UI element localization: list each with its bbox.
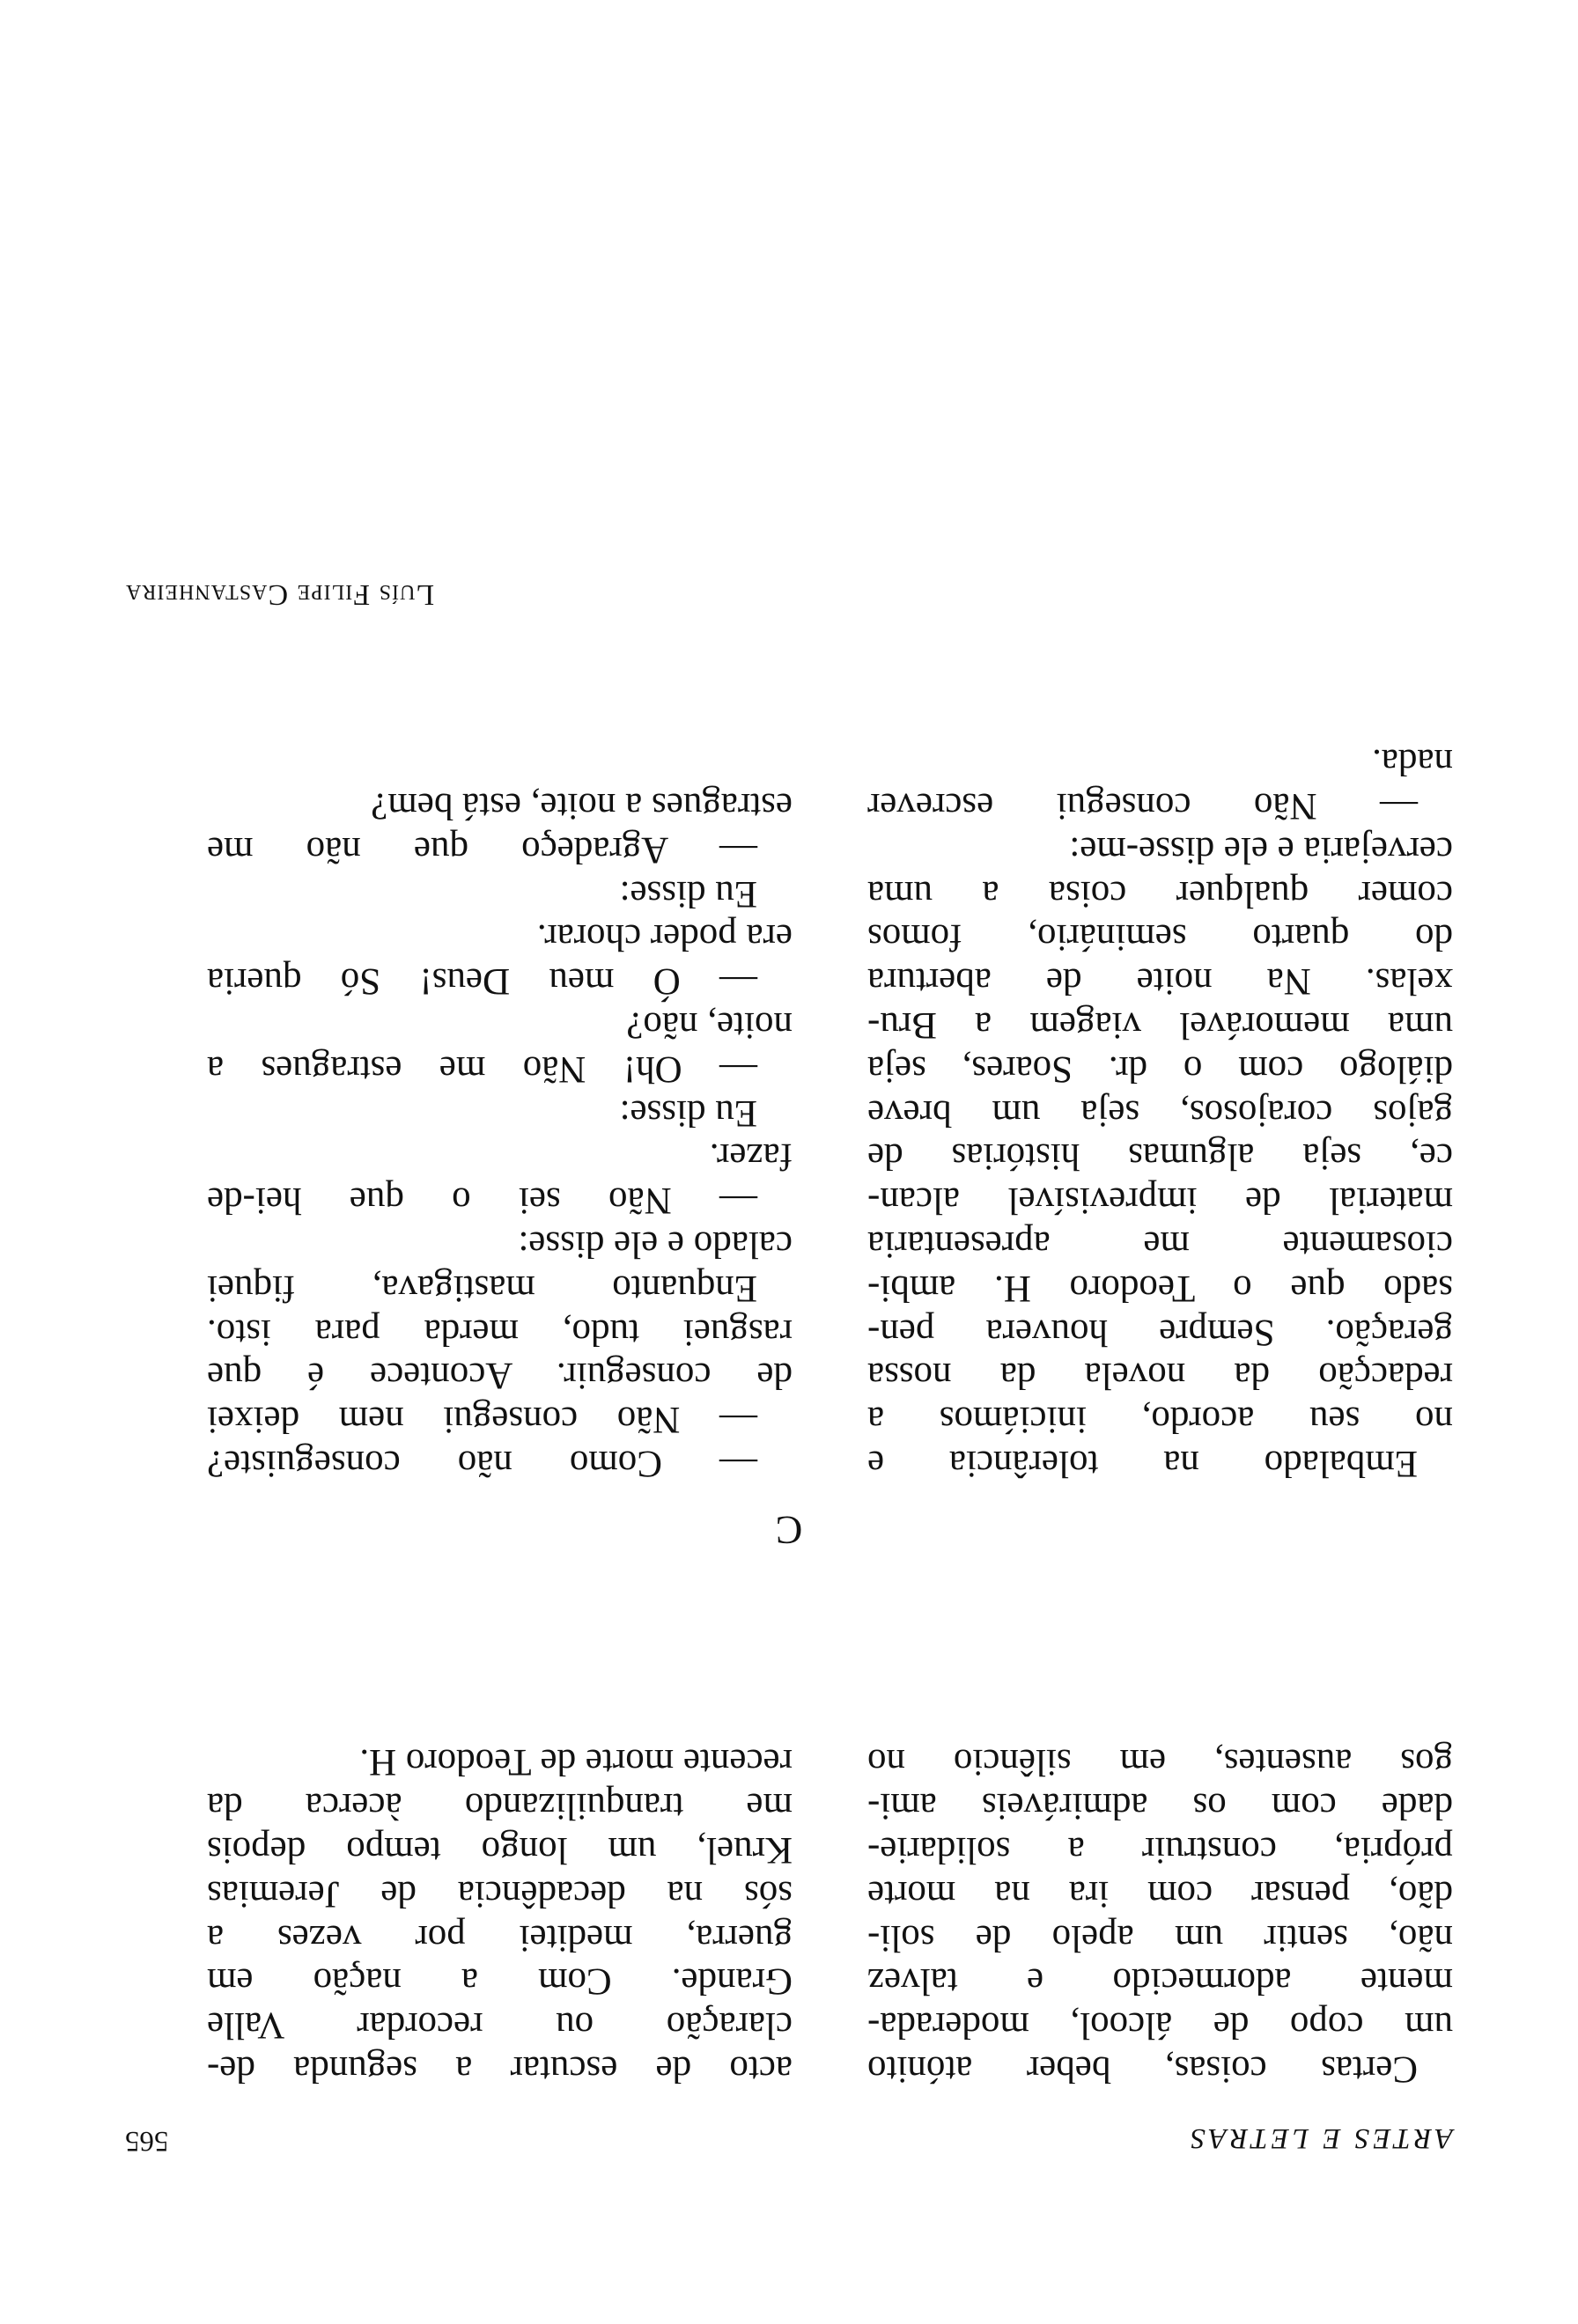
text-line: Embalado na tolerância e — [867, 1443, 1418, 1484]
text-line: noite, não? — [626, 1004, 793, 1047]
text-line: rasguei tudo, merda para isto. — [207, 1311, 793, 1353]
text-line: recente morte de Teodoro H. — [359, 1741, 793, 1783]
text-line: fazer. — [709, 1136, 793, 1178]
text-line: comer qualquer coisa a uma — [867, 872, 1453, 915]
text-line: não, sentir um apelo de soli- — [867, 1916, 1453, 1959]
text-line: gos ausentes, em silêncio no — [867, 1741, 1453, 1783]
text-line: sado que o Teodoro H. ambi- — [867, 1267, 1453, 1309]
text-line: Enquanto mastigava, fiquei — [207, 1267, 757, 1309]
text-line: estragues a noite, está bem? — [371, 785, 793, 827]
text-column-right-top — [207, 1740, 793, 2091]
text-line: sós na decadência de Jeremias — [207, 1872, 793, 1915]
text-line: ce, seja algumas histórias de — [867, 1136, 1453, 1178]
text-line: um copo de álcool, moderada- — [867, 2004, 1453, 2047]
text-line: xelas. Na noite de abertura — [867, 960, 1453, 1003]
text-column-right-bottom — [207, 783, 793, 1485]
text-line: era poder chorar. — [536, 916, 793, 959]
text-line: acto de escutar a segunda de- — [207, 2048, 793, 2090]
text-line: nada. — [1372, 741, 1453, 783]
author-signature: Luís Filipe Castanheira — [125, 578, 435, 611]
text-line: cervejaria e ele disse-me: — [1069, 828, 1453, 871]
text-line: — Oh! Não me estragues a — [207, 1048, 757, 1090]
text-line: ciosamente me apresentaria — [867, 1224, 1453, 1266]
section-letter: C — [775, 1508, 803, 1553]
text-line: — Como não conseguiste? — [207, 1443, 757, 1484]
text-line: — Não consegui escrever — [867, 785, 1418, 827]
text-line: gajos corajosos, seja um breve — [867, 1092, 1453, 1134]
running-head-journal: ARTES E LETRAS — [1187, 2122, 1453, 2154]
text-line: guerra, meditei por vezes a — [207, 1916, 793, 1959]
text-line: material de imprevisível alcan- — [867, 1180, 1453, 1222]
text-column-left-bottom — [867, 739, 1453, 1485]
text-line: própria, construir a solidarie- — [867, 1829, 1453, 1872]
text-line: Eu disse: — [619, 1092, 757, 1134]
text-line: geração. Sempre houvera pen- — [867, 1311, 1453, 1353]
text-line: de conseguir. Acontece é que — [207, 1355, 793, 1397]
text-line: no seu acordo, iniciámos a — [867, 1399, 1453, 1441]
text-line: claração ou recordar Valle — [207, 2004, 793, 2047]
text-line: Eu disse: — [619, 872, 757, 915]
text-line: Grande. Com a nação em — [207, 1960, 793, 2003]
text-line: — Ó meu Deus! Só queria — [207, 960, 757, 1003]
text-line: dão, pensar com ira na morte — [867, 1872, 1453, 1915]
page-number: 565 — [125, 2125, 169, 2157]
text-line: do quarto seminário, fomos — [867, 916, 1453, 959]
text-line: Kruel, um longo tempo depois — [207, 1829, 793, 1872]
text-line: uma memorável viagem a Bru- — [867, 1004, 1453, 1047]
text-line: Certas coisas, beber atónito — [867, 2048, 1418, 2090]
text-line: — Não consegui nem deixei — [207, 1399, 757, 1441]
text-line: me tranquilizando àcerca da — [207, 1785, 793, 1828]
text-line: mente adormecido e talvez — [867, 1960, 1453, 2003]
text-line: calado e ele disse: — [518, 1224, 793, 1266]
text-line: — Agradeço que não me — [207, 828, 757, 871]
text-line: diálogo com o dr. Soares, seja — [867, 1048, 1453, 1090]
text-line: redacção da novela da nossa — [867, 1355, 1453, 1397]
text-line: — Não sei o que hei-de — [207, 1180, 757, 1222]
text-column-left-top — [867, 1740, 1453, 2091]
text-line: dade com os admiráveis ami- — [867, 1785, 1453, 1828]
